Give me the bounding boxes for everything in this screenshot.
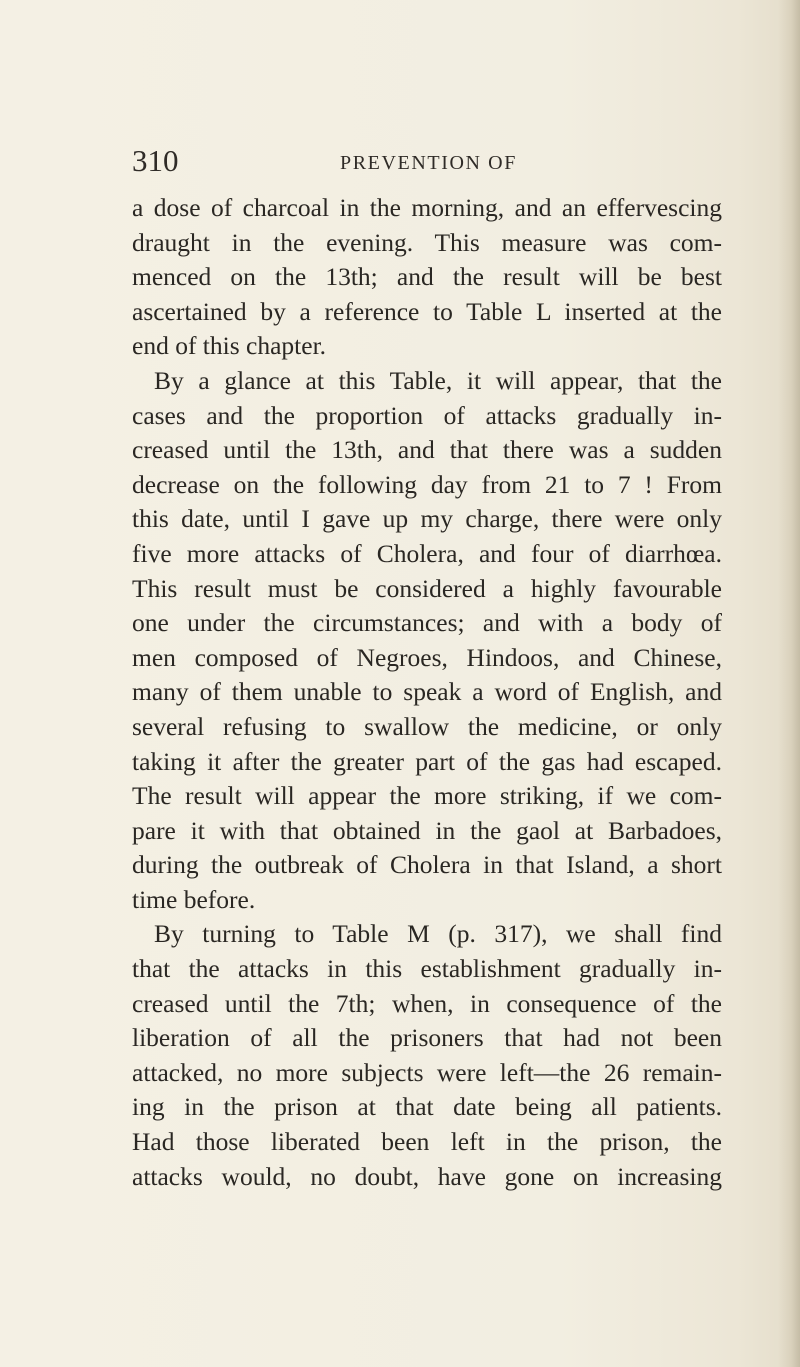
text-line: menced on the 13th; and the result will be best <box>132 262 722 292</box>
text-line: decrease on the following day from 21 to 7 ! From <box>132 469 722 499</box>
text-line: ing in the prison at that date being all patients. <box>132 1092 722 1122</box>
text-line: liberation of all the prisoners that had not been <box>132 1023 722 1053</box>
text-line: one under the circumstances; and with a body of <box>132 608 722 638</box>
text-line: a dose of charcoal in the morning, and an effervescing <box>132 193 722 222</box>
text-line: taking it after the greater part of the gas had escaped. <box>132 746 722 776</box>
text-line: several refusing to swallow the medicine, or only <box>132 711 722 741</box>
page-edge-shadow <box>778 0 800 1367</box>
text-line: during the outbreak of Cholera in that Island, a short <box>132 850 722 880</box>
text-line: end of this chapter. <box>132 331 327 361</box>
text-line: attacks would, no doubt, have gone on increasing <box>132 1161 722 1191</box>
text-line: five more attacks of Cholera, and four of diarrhœa. <box>132 538 722 568</box>
page-header <box>132 144 722 178</box>
text-line: that the attacks in this establishment gradually in- <box>132 954 722 984</box>
text-line: creased until the 13th, and that there was a sudden <box>132 435 722 465</box>
text-line: draught in the evening. This measure was com- <box>132 227 722 257</box>
text-line: this date, until I gave up my charge, there were only <box>132 504 722 534</box>
text-line: ascertained by a reference to Table L inserted at the <box>132 296 722 326</box>
text-line: pare it with that obtained in the gaol at Barbadoes, <box>132 815 722 845</box>
page-number: 310 <box>132 143 179 178</box>
text-line: By turning to Table M (p. 317), we shall find <box>154 919 722 949</box>
text-line: creased until the 7th; when, in consequence of the <box>132 988 722 1018</box>
text-line: Had those liberated been left in the prison, the <box>132 1127 722 1157</box>
text-line: attacked, no more subjects were left—the 26 remain- <box>132 1057 722 1087</box>
text-line: By a glance at this Table, it will appear, that the <box>154 365 722 395</box>
body-text <box>132 191 722 1194</box>
text-line: This result must be considered a highly favourable <box>132 573 722 603</box>
text-line: many of them unable to speak a word of English, and <box>132 677 722 707</box>
text-line: time before. <box>132 884 256 914</box>
text-line: The result will appear the more striking, if we com- <box>132 781 722 811</box>
text-line: cases and the proportion of attacks gradually in- <box>132 400 722 430</box>
running-head: PREVENTION OF <box>340 152 517 174</box>
text-line: men composed of Negroes, Hindoos, and Chinese, <box>132 642 722 672</box>
